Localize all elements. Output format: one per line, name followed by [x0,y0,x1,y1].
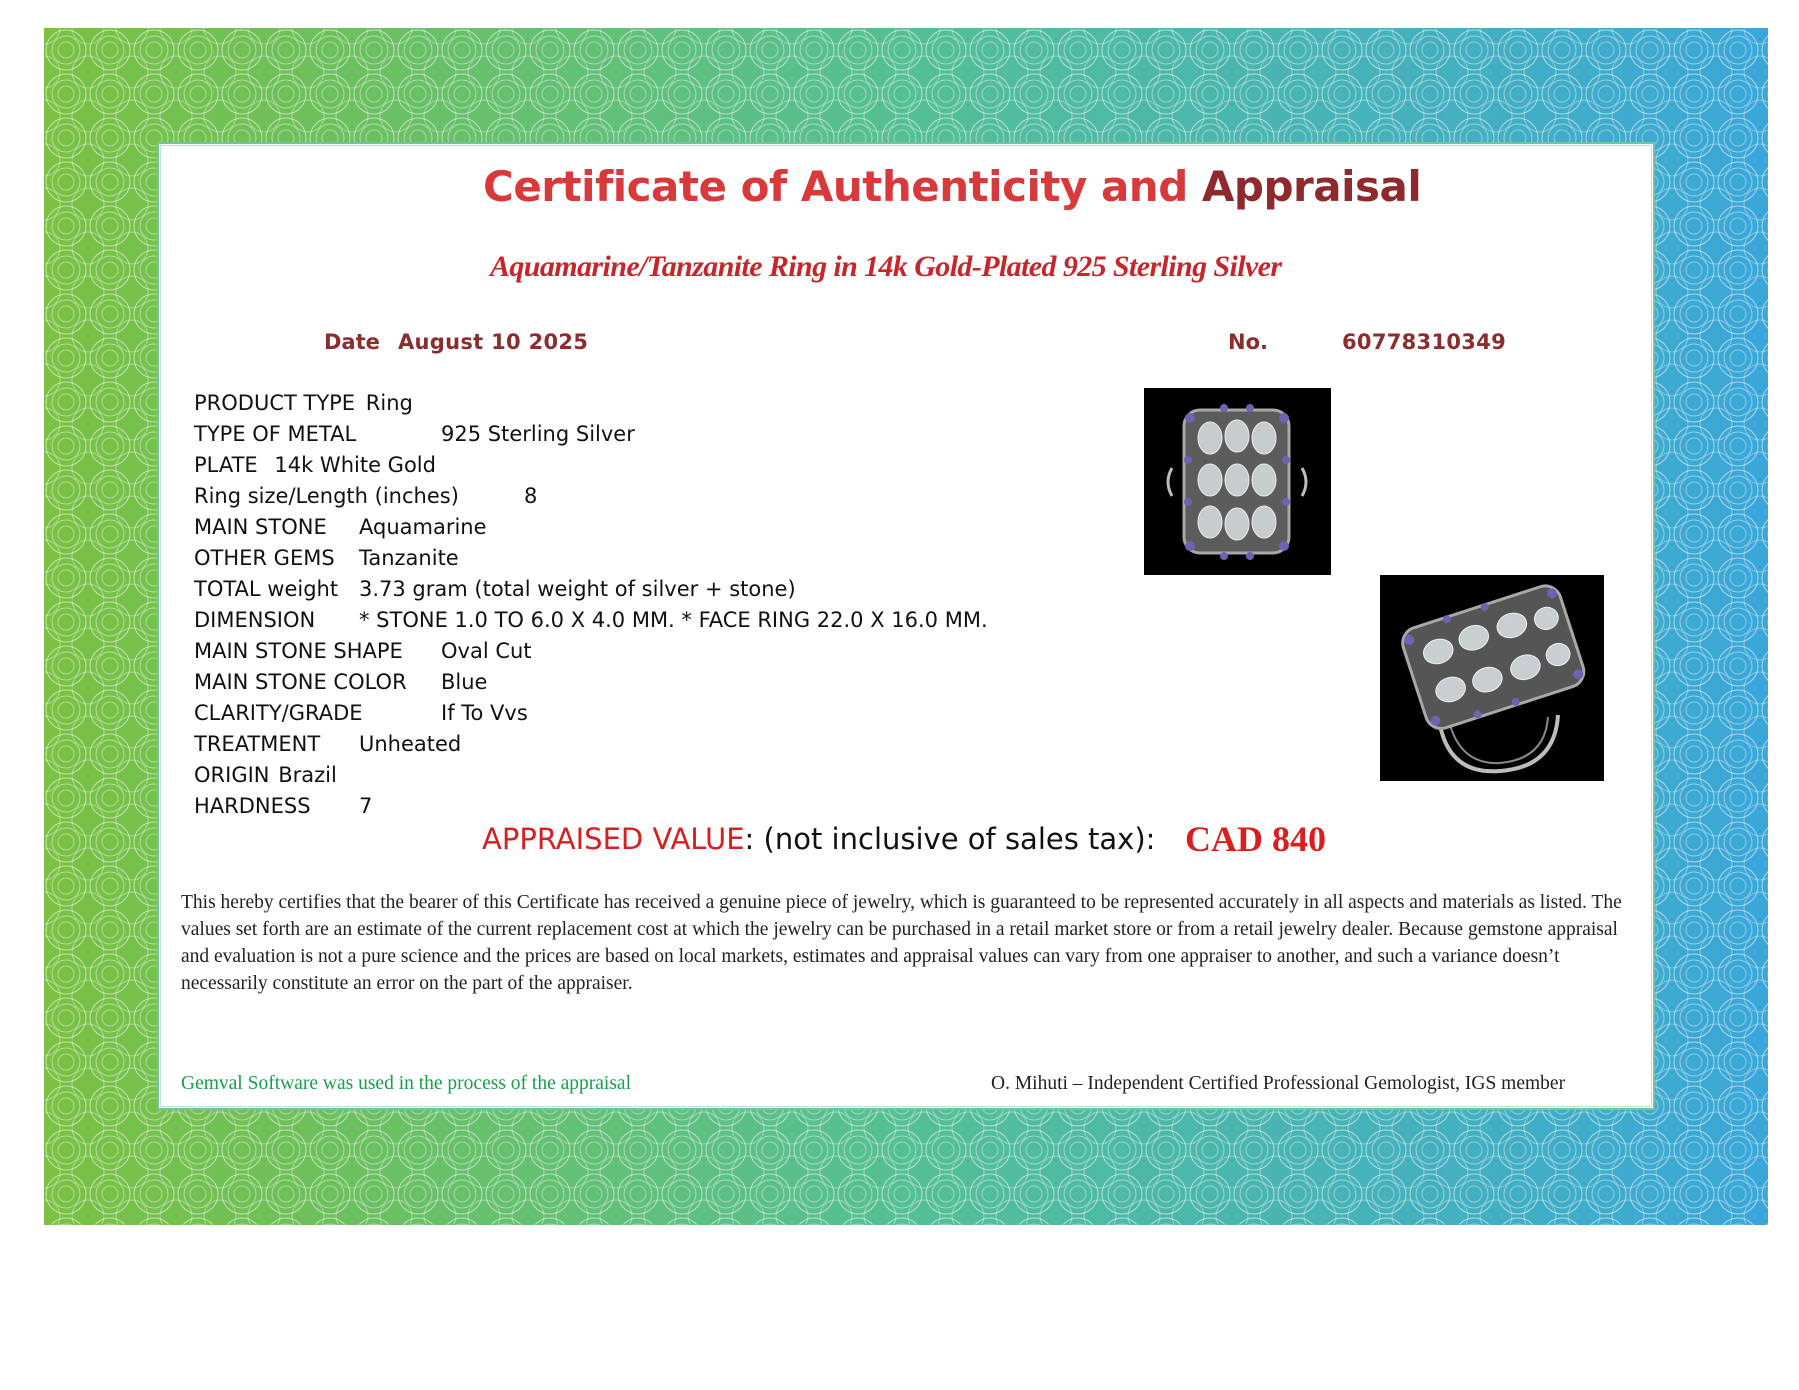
spec-label-hardness: HARDNESS [194,794,311,818]
appraised-value-line [482,822,1155,856]
page-title [483,162,1421,211]
spec-label-main-stone: MAIN STONE [194,515,327,539]
appraised-value-amount: CAD 840 [1185,819,1326,859]
ring-photo-side [1380,575,1604,781]
spec-row-ring-size: Ring size/Length (inches) [194,484,459,508]
spec-label-other-gems: OTHER GEMS [194,546,335,570]
appraiser-signature-line: O. Mihuti – Independent Certified Professional Gemologist, IGS member [991,1073,1566,1094]
spec-value-treatment: Unheated [359,732,462,756]
spec-label: PLATE [194,453,258,477]
spec-row-origin [194,762,337,788]
spec-value-dimension: * STONE 1.0 TO 6.0 X 4.0 MM. * FACE RING 22.0 X 16.0 MM. [359,608,988,632]
spec-label-treatment: TREATMENT [194,732,321,756]
appraised-value-label: APPRAISED VALUE [482,822,745,856]
spec-value: Brazil [278,763,337,787]
spec-row-plate [194,452,436,478]
certificate-subtitle: Aquamarine/Tanzanite Ring in 14k Gold-Plated 925 Sterling Silver [490,250,1282,283]
software-note: Gemval Software was used in the process of the appraisal [181,1073,631,1094]
spec-label: TYPE OF METAL [194,422,357,446]
spec-label-stone-color: MAIN STONE COLOR [194,670,407,694]
title-part-1: Certificate of Authenticity and [483,162,1188,211]
spec-row-metal [194,421,356,447]
spec-label-total-weight: TOTAL weight [194,577,339,601]
date-label: Date [324,330,380,354]
spec-label: PRODUCT TYPE [194,391,356,415]
spec-value-main-stone: Aquamarine [359,515,487,539]
spec-label-stone-shape: MAIN STONE SHAPE [194,639,403,663]
title-part-2: Appraisal [1201,162,1422,211]
spec-label-clarity: CLARITY/GRADE [194,701,363,725]
number-label: No. [1228,330,1268,354]
spec-value-clarity: If To Vvs [441,701,528,725]
spec-value-stone-shape: Oval Cut [441,639,532,663]
spec-row-product-type [194,390,413,416]
spec-label-dimension: DIMENSION [194,608,316,632]
spec-value: Ring [365,391,413,415]
certificate-number: 60778310349 [1342,330,1507,354]
spec-value-ring-size: 8 [524,484,538,508]
certification-statement: This hereby certifies that the bearer of this Certificate has received a genuine piece of jewelry, which is guaranteed to be represented accurately in all aspects and materials as listed. The values set forth are an estimate of the current replacement cost at which the jewelry can be purchased in a retail market store or from a retail jewelry dealer. Because gemstone appraisal and evaluation is not a pure science and the prices are based on local markets, estimates and appraisal values can vary from one appraiser to another, and such a variance doesn’t necessarily constitute an error on the part of the appraiser. [181,892,1622,994]
appraised-value-note: : (not inclusive of sales tax): [744,822,1156,856]
spec-value-total-weight: 3.73 gram (total weight of silver + stone) [359,577,796,601]
spec-label: ORIGIN [194,763,270,787]
spec-value-other-gems: Tanzanite [359,546,459,570]
spec-value-hardness: 7 [359,794,373,818]
spec-value: 14k White Gold [274,453,436,477]
date-value: August 10 2025 [398,330,589,354]
spec-value-metal: 925 Sterling Silver [441,422,635,446]
spec-value-stone-color: Blue [441,670,488,694]
ring-photo-top [1144,388,1331,575]
